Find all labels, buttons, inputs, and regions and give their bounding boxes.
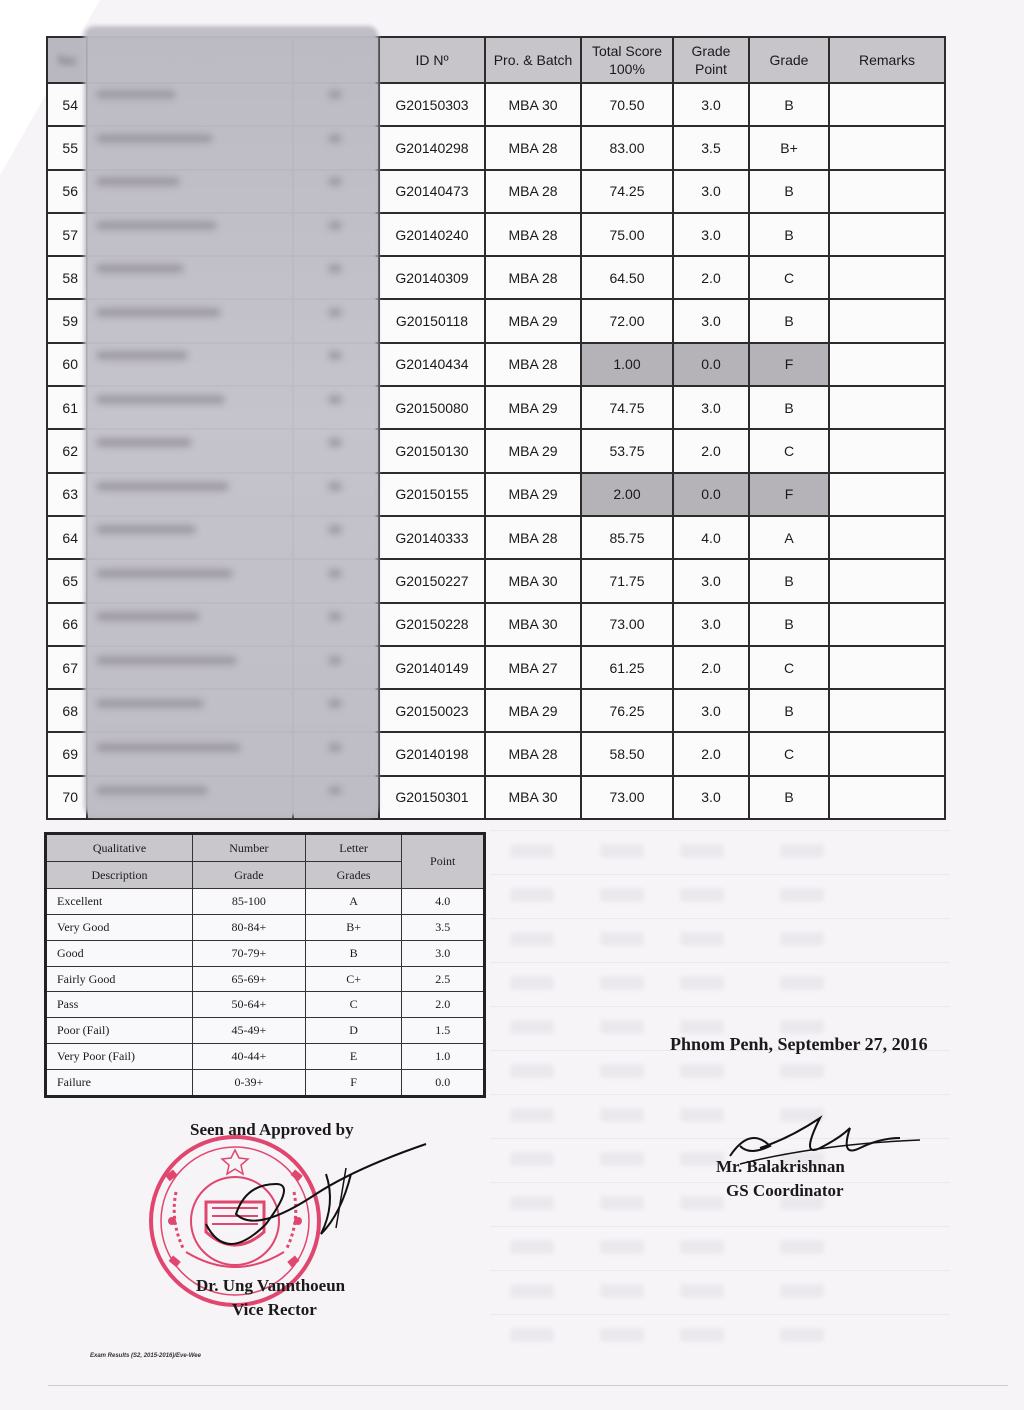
ghost-cell bbox=[600, 1196, 644, 1210]
scale-row bbox=[46, 940, 485, 966]
blurred-sex-stroke bbox=[328, 482, 342, 491]
ghost-cell bbox=[600, 888, 644, 902]
scale-body bbox=[46, 889, 485, 1097]
header-id: ID Nº bbox=[379, 37, 485, 83]
total-score: 61.25 bbox=[581, 646, 673, 689]
program-batch: MBA 28 bbox=[485, 126, 581, 169]
ghost-row-line bbox=[490, 1006, 950, 1007]
grade-point: 4.0 bbox=[673, 516, 749, 559]
row-number: 55 bbox=[47, 126, 87, 169]
row-number: 61 bbox=[47, 386, 87, 429]
scale-row bbox=[46, 889, 485, 915]
row-number: 62 bbox=[47, 429, 87, 472]
blurred-name-stroke bbox=[96, 569, 233, 578]
ghost-row-line bbox=[490, 1226, 950, 1227]
blurred-sex-stroke bbox=[328, 177, 342, 186]
place-and-date: Phnom Penh, September 27, 2016 bbox=[670, 1034, 928, 1054]
student-id: G20150303 bbox=[379, 83, 485, 126]
scale-row bbox=[46, 914, 485, 940]
program-batch: MBA 29 bbox=[485, 473, 581, 516]
scale-row bbox=[46, 992, 485, 1018]
blurred-name-stroke bbox=[96, 221, 217, 230]
blurred-sex-stroke bbox=[328, 264, 342, 273]
student-id: G20150227 bbox=[379, 559, 485, 602]
student-id: G20140298 bbox=[379, 126, 485, 169]
student-id: G20150155 bbox=[379, 473, 485, 516]
remarks bbox=[829, 126, 945, 169]
student-id: G20150118 bbox=[379, 299, 485, 342]
blurred-sex-stroke bbox=[328, 699, 342, 708]
ghost-row-line bbox=[490, 874, 950, 875]
total-score: 64.50 bbox=[581, 256, 673, 299]
remarks bbox=[829, 299, 945, 342]
total-score: 53.75 bbox=[581, 429, 673, 472]
blurred-name-stroke bbox=[96, 395, 225, 404]
header-program-batch: Pro. & Batch bbox=[485, 37, 581, 83]
student-id: G20140149 bbox=[379, 646, 485, 689]
student-id: G20150228 bbox=[379, 603, 485, 646]
scale-description: Failure bbox=[46, 1070, 193, 1097]
student-id: G20150130 bbox=[379, 429, 485, 472]
row-number: 63 bbox=[47, 473, 87, 516]
ghost-cell bbox=[510, 844, 554, 858]
ghost-cell bbox=[600, 1284, 644, 1298]
ghost-cell bbox=[780, 888, 824, 902]
program-batch: MBA 29 bbox=[485, 689, 581, 732]
program-batch: MBA 30 bbox=[485, 776, 581, 819]
scale-letter: E bbox=[305, 1044, 402, 1070]
grade-point: 2.0 bbox=[673, 732, 749, 775]
grade-point: 3.0 bbox=[673, 83, 749, 126]
grade-point: 2.0 bbox=[673, 256, 749, 299]
student-id: G20140309 bbox=[379, 256, 485, 299]
letter-grade: C bbox=[749, 646, 829, 689]
scale-description: Good bbox=[46, 940, 193, 966]
letter-grade: B bbox=[749, 689, 829, 732]
blurred-name-stroke bbox=[96, 743, 241, 752]
scale-letter: C bbox=[305, 992, 402, 1018]
scale-number-range: 45-49+ bbox=[193, 1018, 306, 1044]
program-batch: MBA 30 bbox=[485, 83, 581, 126]
scale-number-range: 80-84+ bbox=[193, 914, 306, 940]
grade-point: 3.5 bbox=[673, 126, 749, 169]
letter-grade: B bbox=[749, 299, 829, 342]
vice-rector-name: Dr. Ung Vannthoeun bbox=[196, 1276, 346, 1295]
blurred-name-stroke bbox=[96, 656, 237, 665]
blurred-sex-stroke bbox=[328, 221, 342, 230]
row-number: 64 bbox=[47, 516, 87, 559]
scale-letter: C+ bbox=[305, 966, 402, 992]
scale-description: Very Good bbox=[46, 914, 193, 940]
blurred-sex-stroke bbox=[328, 351, 342, 360]
blurred-sex-stroke bbox=[328, 90, 342, 99]
ghost-cell bbox=[510, 1240, 554, 1254]
ghost-cell bbox=[680, 1196, 724, 1210]
letter-grade: B bbox=[749, 386, 829, 429]
ghost-cell bbox=[600, 1108, 644, 1122]
ghost-row-line bbox=[490, 918, 950, 919]
blurred-sex-stroke bbox=[328, 656, 342, 665]
blurred-name-stroke bbox=[96, 351, 188, 360]
row-number: 57 bbox=[47, 213, 87, 256]
blurred-sex-stroke bbox=[328, 134, 342, 143]
program-batch: MBA 28 bbox=[485, 732, 581, 775]
ghost-cell bbox=[600, 844, 644, 858]
ghost-cell bbox=[680, 1240, 724, 1254]
scale-point: 2.0 bbox=[402, 992, 485, 1018]
scale-row bbox=[46, 1018, 485, 1044]
scale-point: 3.5 bbox=[402, 914, 485, 940]
ghost-row-line bbox=[490, 830, 950, 831]
remarks bbox=[829, 213, 945, 256]
ghost-cell bbox=[510, 1328, 554, 1342]
total-score: 70.50 bbox=[581, 83, 673, 126]
ghost-row-line bbox=[490, 1270, 950, 1271]
letter-grade: A bbox=[749, 516, 829, 559]
scale-letter: B+ bbox=[305, 914, 402, 940]
blurred-name-stroke bbox=[96, 90, 176, 99]
ghost-cell bbox=[680, 932, 724, 946]
vice-rector-title: Vice Rector bbox=[232, 1300, 317, 1319]
total-score: 58.50 bbox=[581, 732, 673, 775]
letter-grade: B bbox=[749, 559, 829, 602]
grade-point: 2.0 bbox=[673, 429, 749, 472]
row-number: 69 bbox=[47, 732, 87, 775]
remarks bbox=[829, 473, 945, 516]
ghost-row-line bbox=[490, 1094, 950, 1095]
ghost-cell bbox=[510, 1152, 554, 1166]
remarks bbox=[829, 83, 945, 126]
student-id: G20140473 bbox=[379, 170, 485, 213]
remarks bbox=[829, 689, 945, 732]
ghost-cell bbox=[780, 976, 824, 990]
total-score: 71.75 bbox=[581, 559, 673, 602]
scale-number-range: 85-100 bbox=[193, 889, 306, 915]
remarks bbox=[829, 516, 945, 559]
scale-description: Pass bbox=[46, 992, 193, 1018]
blurred-name-stroke bbox=[96, 308, 221, 317]
grade-point: 3.0 bbox=[673, 386, 749, 429]
ghost-cell bbox=[600, 1020, 644, 1034]
remarks bbox=[829, 386, 945, 429]
scale-number-range: 70-79+ bbox=[193, 940, 306, 966]
blurred-sex-stroke bbox=[328, 395, 342, 404]
scale-point: 2.5 bbox=[402, 966, 485, 992]
blurred-name-stroke bbox=[96, 699, 204, 708]
header-total-score: Total Score 100% bbox=[581, 37, 673, 83]
remarks bbox=[829, 170, 945, 213]
letter-grade: B bbox=[749, 603, 829, 646]
letter-grade: C bbox=[749, 429, 829, 472]
total-score: 72.00 bbox=[581, 299, 673, 342]
scale-number-range: 0-39+ bbox=[193, 1070, 306, 1097]
ghost-cell bbox=[680, 1108, 724, 1122]
grade-point: 0.0 bbox=[673, 473, 749, 516]
ghost-cell bbox=[600, 1328, 644, 1342]
scale-header-grade: Grade bbox=[193, 862, 306, 889]
grading-scale-table bbox=[44, 832, 486, 1098]
ghost-cell bbox=[600, 1152, 644, 1166]
grade-point: 3.0 bbox=[673, 170, 749, 213]
scale-header-point: Point bbox=[402, 834, 485, 889]
total-score: 74.25 bbox=[581, 170, 673, 213]
scale-header-grades: Grades bbox=[305, 862, 402, 889]
grade-point: 3.0 bbox=[673, 299, 749, 342]
ghost-row-line bbox=[490, 962, 950, 963]
total-score: 74.75 bbox=[581, 386, 673, 429]
total-score: 75.00 bbox=[581, 213, 673, 256]
program-batch: MBA 28 bbox=[485, 256, 581, 299]
grade-point: 3.0 bbox=[673, 689, 749, 732]
program-batch: MBA 28 bbox=[485, 213, 581, 256]
row-number: 56 bbox=[47, 170, 87, 213]
remarks bbox=[829, 776, 945, 819]
student-id: G20140240 bbox=[379, 213, 485, 256]
grade-point: 3.0 bbox=[673, 603, 749, 646]
ghost-row-line bbox=[490, 1314, 950, 1315]
total-score: 73.00 bbox=[581, 776, 673, 819]
blurred-name-stroke bbox=[96, 134, 213, 143]
scale-header-qualitative: Qualitative bbox=[46, 834, 193, 862]
ghost-cell bbox=[510, 1108, 554, 1122]
remarks bbox=[829, 256, 945, 299]
ghost-cell bbox=[680, 844, 724, 858]
scale-header-number: Number bbox=[193, 834, 306, 862]
ghost-cell bbox=[510, 888, 554, 902]
blurred-name-stroke bbox=[96, 438, 192, 447]
program-batch: MBA 27 bbox=[485, 646, 581, 689]
blurred-sex-stroke bbox=[328, 612, 342, 621]
remarks bbox=[829, 559, 945, 602]
blurred-sex-stroke bbox=[328, 525, 342, 534]
remarks bbox=[829, 429, 945, 472]
letter-grade: B bbox=[749, 213, 829, 256]
coordinator-name: Mr. Balakrishnan bbox=[716, 1157, 845, 1176]
scale-point: 1.0 bbox=[402, 1044, 485, 1070]
ghost-cell bbox=[510, 1284, 554, 1298]
scale-point: 3.0 bbox=[402, 940, 485, 966]
grade-point: 3.0 bbox=[673, 776, 749, 819]
ghost-cell bbox=[680, 1284, 724, 1298]
scale-letter: F bbox=[305, 1070, 402, 1097]
program-batch: MBA 29 bbox=[485, 386, 581, 429]
grade-point: 0.0 bbox=[673, 343, 749, 386]
ghost-cell bbox=[600, 976, 644, 990]
program-batch: MBA 28 bbox=[485, 516, 581, 559]
vice-rector-signature bbox=[196, 1134, 436, 1284]
row-number: 54 bbox=[47, 83, 87, 126]
program-batch: MBA 30 bbox=[485, 603, 581, 646]
scale-number-range: 40-44+ bbox=[193, 1044, 306, 1070]
coordinator-title: GS Coordinator bbox=[726, 1181, 844, 1200]
scale-letter: A bbox=[305, 889, 402, 915]
blurred-sex-stroke bbox=[328, 438, 342, 447]
remarks bbox=[829, 603, 945, 646]
scale-description: Very Poor (Fail) bbox=[46, 1044, 193, 1070]
scale-number-range: 65-69+ bbox=[193, 966, 306, 992]
program-batch: MBA 28 bbox=[485, 170, 581, 213]
total-score: 76.25 bbox=[581, 689, 673, 732]
ghost-cell bbox=[780, 844, 824, 858]
scale-row bbox=[46, 1044, 485, 1070]
row-number: 60 bbox=[47, 343, 87, 386]
remarks bbox=[829, 343, 945, 386]
blurred-name-stroke bbox=[96, 786, 208, 795]
ghost-cell bbox=[510, 1020, 554, 1034]
letter-grade: B bbox=[749, 83, 829, 126]
ghost-cell bbox=[510, 976, 554, 990]
total-score: 2.00 bbox=[581, 473, 673, 516]
letter-grade: B+ bbox=[749, 126, 829, 169]
row-number: 59 bbox=[47, 299, 87, 342]
blurred-name-stroke bbox=[96, 525, 196, 534]
student-id: G20150080 bbox=[379, 386, 485, 429]
remarks bbox=[829, 732, 945, 775]
student-id: G20150301 bbox=[379, 776, 485, 819]
ghost-cell bbox=[510, 932, 554, 946]
blurred-sex-stroke bbox=[328, 569, 342, 578]
header-no: No bbox=[47, 37, 87, 83]
program-batch: MBA 30 bbox=[485, 559, 581, 602]
grade-point: 2.0 bbox=[673, 646, 749, 689]
ghost-cell bbox=[510, 1064, 554, 1078]
header-remarks: Remarks bbox=[829, 37, 945, 83]
ghost-cell bbox=[600, 1064, 644, 1078]
blurred-sex-stroke bbox=[328, 786, 342, 795]
ghost-cell bbox=[510, 1196, 554, 1210]
ghost-cell bbox=[780, 1020, 824, 1034]
grade-point: 3.0 bbox=[673, 559, 749, 602]
letter-grade: B bbox=[749, 776, 829, 819]
scale-point: 0.0 bbox=[402, 1070, 485, 1097]
program-batch: MBA 29 bbox=[485, 429, 581, 472]
total-score: 1.00 bbox=[581, 343, 673, 386]
grade-point: 3.0 bbox=[673, 213, 749, 256]
scale-description: Poor (Fail) bbox=[46, 1018, 193, 1044]
student-id: G20140198 bbox=[379, 732, 485, 775]
program-batch: MBA 29 bbox=[485, 299, 581, 342]
ghost-cell bbox=[680, 1020, 724, 1034]
footer-note: Exam Results (S2, 2015-2016)/Eve-Wee bbox=[90, 1353, 201, 1359]
scale-row bbox=[46, 1070, 485, 1097]
row-number: 70 bbox=[47, 776, 87, 819]
row-number: 67 bbox=[47, 646, 87, 689]
blurred-name-stroke bbox=[96, 612, 200, 621]
seen-and-approved-label: Seen and Approved by bbox=[190, 1120, 354, 1139]
program-batch: MBA 28 bbox=[485, 343, 581, 386]
student-id: G20140333 bbox=[379, 516, 485, 559]
redacted-names-blur bbox=[84, 26, 378, 816]
ghost-cell bbox=[680, 888, 724, 902]
scale-description: Fairly Good bbox=[46, 966, 193, 992]
scale-letter: D bbox=[305, 1018, 402, 1044]
blurred-sex-stroke bbox=[328, 308, 342, 317]
ghost-cell bbox=[680, 1064, 724, 1078]
scale-row bbox=[46, 966, 485, 992]
student-id: G20140434 bbox=[379, 343, 485, 386]
letter-grade: F bbox=[749, 473, 829, 516]
ghost-cell bbox=[600, 932, 644, 946]
ghost-cell bbox=[780, 1284, 824, 1298]
header-grade: Grade bbox=[749, 37, 829, 83]
ghost-cell bbox=[600, 1240, 644, 1254]
bottom-border-line bbox=[48, 1385, 1008, 1386]
letter-grade: C bbox=[749, 732, 829, 775]
scale-header-letter: Letter bbox=[305, 834, 402, 862]
scale-number-range: 50-64+ bbox=[193, 992, 306, 1018]
blurred-name-stroke bbox=[96, 177, 180, 186]
total-score: 85.75 bbox=[581, 516, 673, 559]
scale-header-description: Description bbox=[46, 862, 193, 889]
blurred-name-stroke bbox=[96, 482, 229, 491]
letter-grade: F bbox=[749, 343, 829, 386]
student-id: G20150023 bbox=[379, 689, 485, 732]
row-number: 65 bbox=[47, 559, 87, 602]
scale-point: 4.0 bbox=[402, 889, 485, 915]
remarks bbox=[829, 646, 945, 689]
ghost-cell bbox=[780, 1328, 824, 1342]
row-number: 66 bbox=[47, 603, 87, 646]
total-score: 73.00 bbox=[581, 603, 673, 646]
blurred-sex-stroke bbox=[328, 743, 342, 752]
ghost-cell bbox=[780, 1064, 824, 1078]
ghost-row-line bbox=[490, 1182, 950, 1183]
scale-point: 1.5 bbox=[402, 1018, 485, 1044]
ghost-cell bbox=[780, 1240, 824, 1254]
scale-letter: B bbox=[305, 940, 402, 966]
row-number: 68 bbox=[47, 689, 87, 732]
scale-description: Excellent bbox=[46, 889, 193, 915]
letter-grade: B bbox=[749, 170, 829, 213]
ghost-cell bbox=[780, 932, 824, 946]
row-number: 58 bbox=[47, 256, 87, 299]
total-score: 83.00 bbox=[581, 126, 673, 169]
letter-grade: C bbox=[749, 256, 829, 299]
reverse-side-show-through bbox=[490, 830, 950, 1370]
blurred-name-stroke bbox=[96, 264, 184, 273]
header-grade-point: Grade Point bbox=[673, 37, 749, 83]
ghost-cell bbox=[680, 976, 724, 990]
ghost-cell bbox=[680, 1328, 724, 1342]
